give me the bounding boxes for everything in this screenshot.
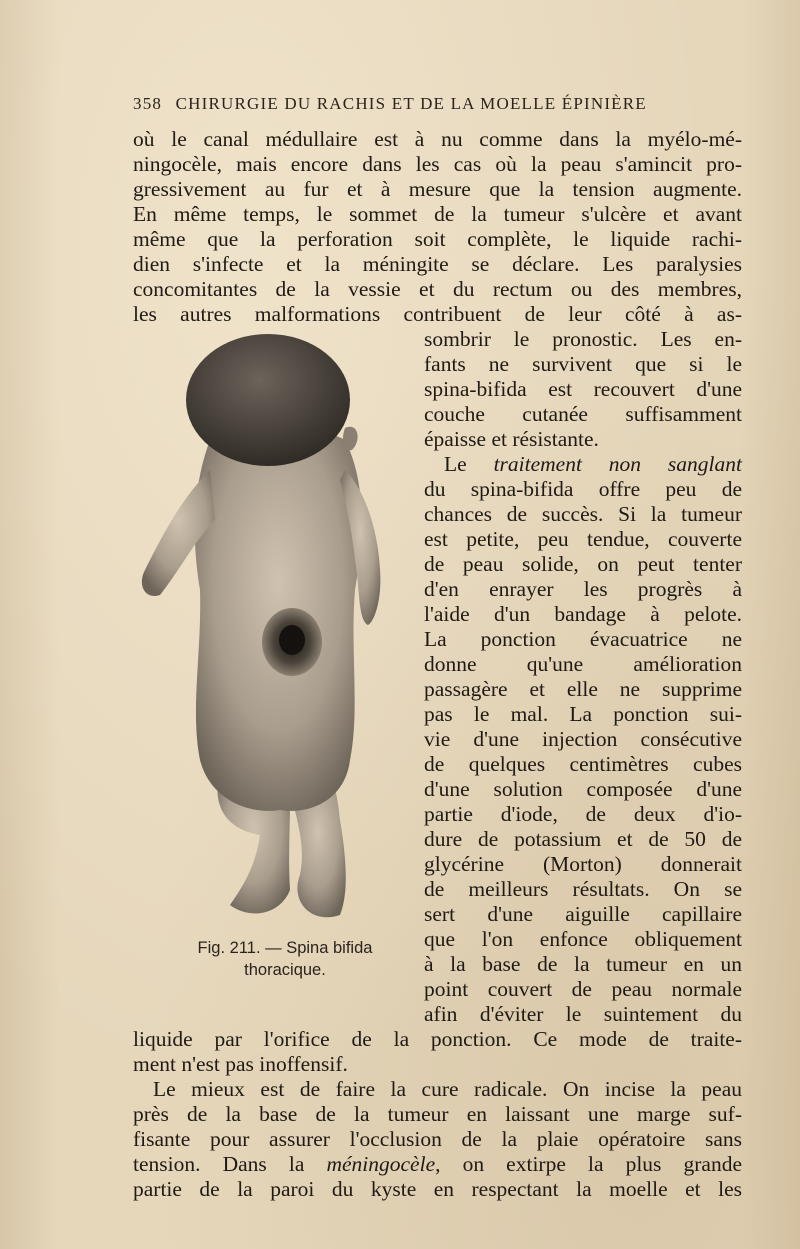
text-line: chances de succès. Si la tumeur	[424, 502, 742, 526]
page-number: 358	[133, 94, 163, 113]
text-line-emphasis	[424, 452, 742, 476]
text-line: d'une solution composée d'une	[424, 777, 742, 801]
figure-caption	[160, 937, 410, 981]
text-line: spina-bifida est recouvert d'une	[424, 377, 742, 401]
text-line: dure de potassium et de 50 de	[424, 827, 742, 851]
text-line: près de la base de la tumeur en laissant une marge suf-	[133, 1102, 742, 1126]
text-line: ningocèle, mais encore dans les cas où la peau s'amincit pro-	[133, 152, 742, 176]
text-line: l'aide d'un bandage à pelote.	[424, 602, 742, 626]
text-line: fants ne survivent que si le	[424, 352, 742, 376]
text-line: vie d'une injection consécutive	[424, 727, 742, 751]
text-line: à la base de la tumeur en un	[424, 952, 742, 976]
text-line: Le mieux est de faire la cure radicale. On incise la peau	[153, 1077, 742, 1101]
text-line: de quelques centimètres cubes	[424, 752, 742, 776]
running-title: CHIRURGIE DU RACHIS ET DE LA MOELLE ÉPINIÈRE	[175, 94, 647, 113]
text-line: concomitantes de la vessie et du rectum ou des membres,	[133, 277, 742, 301]
text-run: , on extirpe la plus grande	[435, 1152, 743, 1176]
text-run: Le	[444, 452, 494, 476]
caption-line: thoracique.	[244, 961, 326, 979]
text-line: fisante pour assurer l'occlusion de la plaie opératoire sans	[133, 1127, 742, 1151]
text-line: partie de la paroi du kyste en respectant la moelle et les	[133, 1177, 742, 1201]
text-line: épaisse et résistante.	[424, 427, 599, 451]
text-line: La ponction évacuatrice ne	[424, 627, 742, 651]
text-line: gressivement au fur et à mesure que la tension augmente.	[133, 177, 742, 201]
text-line: que l'on enfonce obliquement	[424, 927, 742, 951]
italic-term: traitement non sanglant	[493, 452, 742, 476]
text-line: point couvert de peau normale	[424, 977, 742, 1001]
text-line: passagère et elle ne supprime	[424, 677, 742, 701]
text-line: les autres malformations contribuent de leur côté à as-	[133, 302, 742, 326]
text-line: de meilleurs résultats. On se	[424, 877, 742, 901]
text-line: sombrir le pronostic. Les en-	[424, 327, 742, 351]
text-line-emphasis	[133, 1152, 742, 1176]
text-line: sert d'une aiguille capillaire	[424, 902, 742, 926]
text-line: pas le mal. La ponction sui-	[424, 702, 742, 726]
text-line: donne qu'une amélioration	[424, 652, 742, 676]
text-run: tension. Dans la	[133, 1152, 327, 1176]
text-line: afin d'éviter le suintement du	[424, 1002, 742, 1026]
text-line: couche cutanée suffisamment	[424, 402, 742, 426]
text-line: du spina-bifida offre peu de	[424, 477, 742, 501]
text-line: ment n'est pas inoffensif.	[133, 1052, 348, 1076]
figure-spina-bifida-photo	[140, 330, 412, 940]
italic-term: méningocèle	[326, 1152, 436, 1176]
running-header	[133, 94, 741, 114]
text-line: liquide par l'orifice de la ponction. Ce mode de traite-	[133, 1027, 742, 1051]
text-line: de peau solide, on peut tenter	[424, 552, 742, 576]
text-line: dien s'infecte et la méningite se déclare. Les paralysies	[133, 252, 742, 276]
text-line: où le canal médullaire est à nu comme dans la myélo-mé-	[133, 127, 742, 151]
text-line: En même temps, le sommet de la tumeur s'ulcère et avant	[133, 202, 742, 226]
infant-back-illustration	[140, 330, 412, 940]
text-line: est petite, peu tendue, couverte	[424, 527, 742, 551]
text-line: partie d'iode, de deux d'io-	[424, 802, 742, 826]
caption-line: Fig. 211. — Spina bifida	[197, 939, 373, 957]
text-line: d'en enrayer les progrès à	[424, 577, 742, 601]
text-line: glycérine (Morton) donnerait	[424, 852, 742, 876]
text-line: même que la perforation soit complète, le liquide rachi-	[133, 227, 742, 251]
